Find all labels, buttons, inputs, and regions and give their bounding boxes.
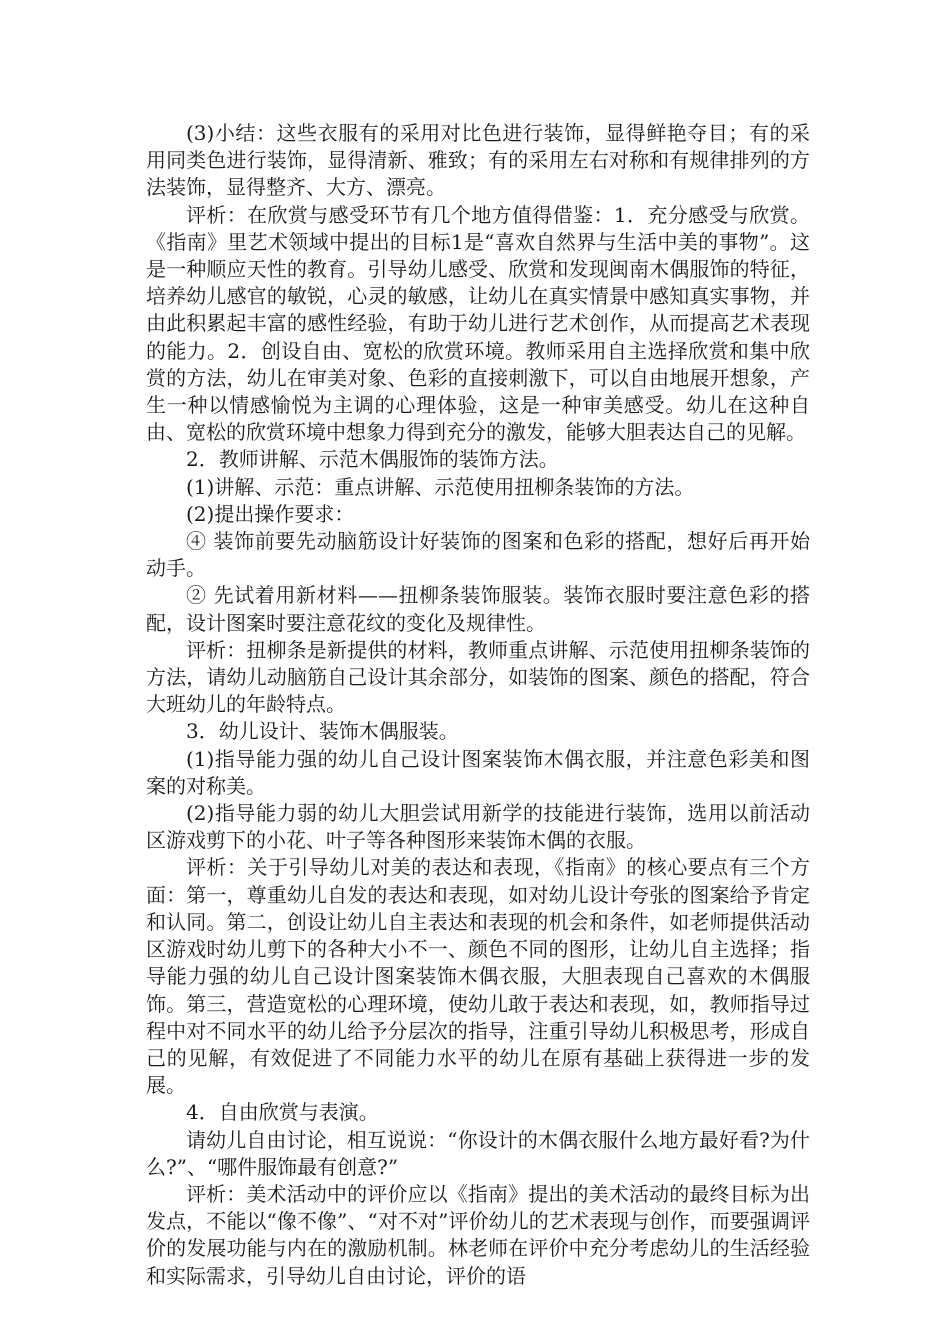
paragraph-requirement-1: ④ 装饰前要先动脑筋设计好装饰的图案和色彩的搭配，想好后再开始动手。 <box>146 529 810 581</box>
paragraph-commentary-material: 评析：扭柳条是新提供的材料，教师重点讲解、示范使用扭柳条装饰的方法，请幼儿动脑筋自己设计其余部分，如装饰的图案、颜色的搭配，符合大班幼儿的年龄特点。 <box>146 637 810 717</box>
paragraph-step-4-heading: 4．自由欣赏与表演。 <box>186 1100 379 1125</box>
paragraph-commentary-appreciation: 评析：在欣赏与感受环节有几个地方值得借鉴：1．充分感受与欣赏。《指南》里艺术领域中提出的目标1是“喜欢自然界与生活中美的事物”。这是一种顺应天性的教育。引导幼儿感受、欣赏和发现闽南木偶服饰的特征，培养幼儿感官的敏锐，心灵的敏感，让幼儿在真实情景中感知真实事物，并由此积累起丰富的感性经验，有助于幼儿进行艺术创作，从而提高艺术表现的能力。2．创设自由、宽松的欣赏环境。教师采用自主选择欣赏和集中欣赏的方法，幼儿在审美对象、色彩的直接刺激下，可以自由地展开想象，产生一种以情感愉悦为主调的心理体验，这是一种审美感受。幼儿在这种自由、宽松的欣赏环境中想象力得到充分的激发，能够大胆表达自己的见解。 <box>146 202 810 445</box>
paragraph-step-4-discussion: 请幼儿自由讨论，相互说说：“你设计的木偶衣服什么地方最好看?为什么?”、“哪件服饰最有创意?” <box>146 1127 810 1179</box>
paragraph-step-3-strong: (1)指导能力强的幼儿自己设计图案装饰木偶衣服，并注意色彩美和图案的对称美。 <box>146 746 810 798</box>
paragraph-commentary-evaluation: 评析：美术活动中的评价应以《指南》提出的美术活动的最终目标为出发点，不能以“像不像”、“对不对”评价幼儿的艺术表现与创作，而要强调评价的发展功能与内在的激励机制。林老师在评价中充分考虑幼儿的生活经验和实际需求，引导幼儿自由讨论，评价的语 <box>146 1181 810 1288</box>
document-body <box>146 120 810 1290</box>
paragraph-summary: (3)小结：这些衣服有的采用对比色进行装饰，显得鲜艳夺目；有的采用同类色进行装饰，显得清新、雅致；有的采用左右对称和有规律排列的方法装饰，显得整齐、大方、漂亮。 <box>146 121 810 200</box>
paragraph-step-2-demo: (1)讲解、示范：重点讲解、示范使用扭柳条装饰的方法。 <box>186 474 695 499</box>
paragraph-requirement-2: ② 先试着用新材料——扭柳条装饰服装。装饰衣服时要注意色彩的搭配，设计图案时要注意花纹的变化及规律性。 <box>146 583 810 635</box>
paragraph-step-3-heading: 3．幼儿设计、装饰木偶服装。 <box>186 719 459 744</box>
paragraph-step-2-heading: 2．教师讲解、示范木偶服饰的装饰方法。 <box>186 447 559 472</box>
paragraph-commentary-expression: 评析：关于引导幼儿对美的表达和表现，《指南》的核心要点有三个方面：第一，尊重幼儿自发的表达和表现，如对幼儿设计夸张的图案给予肯定和认同。第二，创设让幼儿自主表达和表现的机会和条件，如老师提供活动区游戏时幼儿剪下的各种大小不一、颜色不同的图形，让幼儿自主选择；指导能力强的幼儿自己设计图案装饰木偶衣服，大胆表现自己喜欢的木偶服饰。第三，营造宽松的心理环境，使幼儿敢于表达和表现，如，教师指导过程中对不同水平的幼儿给予分层次的指导，注重引导幼儿积极思考，形成自己的见解，有效促进了不同能力水平的幼儿在原有基础上获得进一步的发展。 <box>146 855 810 1098</box>
paragraph-step-3-weak: (2)指导能力弱的幼儿大胆尝试用新学的技能进行装饰，选用以前活动区游戏剪下的小花、叶子等各种图形来装饰木偶的衣服。 <box>146 801 810 853</box>
paragraph-step-2-requirements: (2)提出操作要求： <box>186 501 355 526</box>
